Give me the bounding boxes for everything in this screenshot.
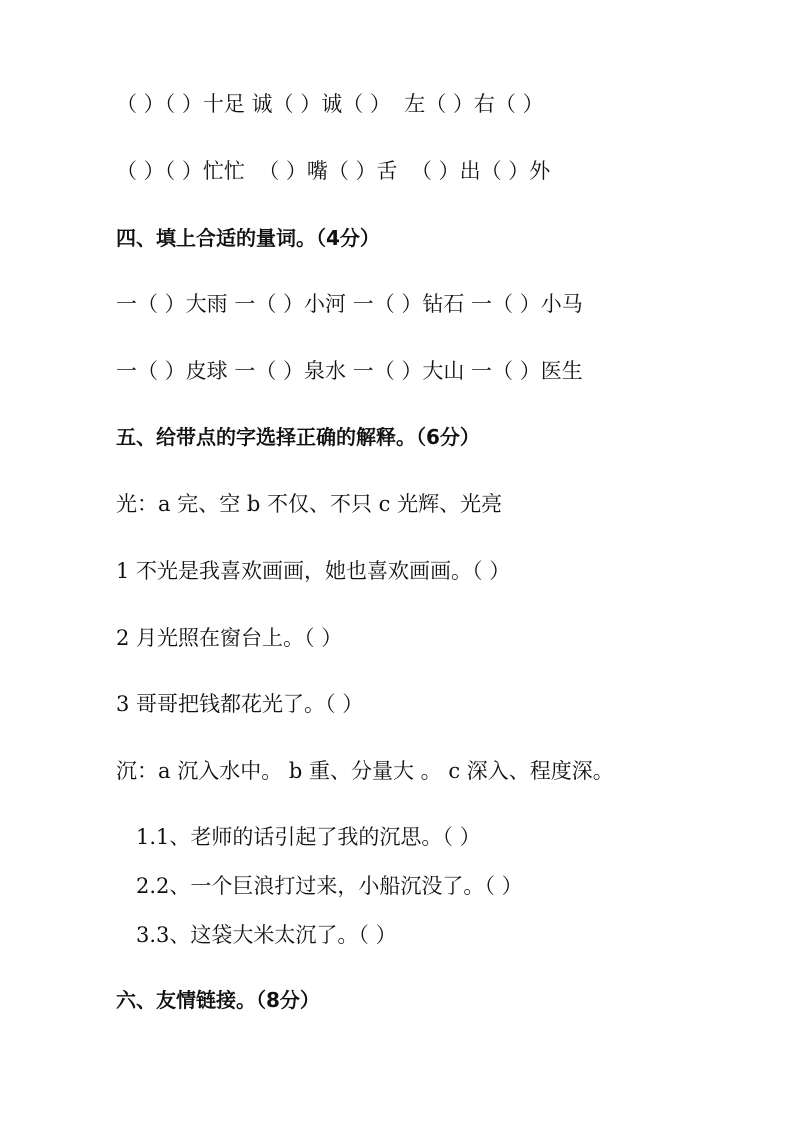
guang-definition: 光：a 完、空 b 不仅、不只 c 光辉、光亮 — [116, 492, 503, 516]
guang-question-2: 2 月光照在窗台上。（ ） — [116, 626, 343, 650]
guang-question-3: 3 哥哥把钱都花光了。（ ） — [116, 692, 364, 716]
section-4-heading: 四、填上合适的量词。（4分） — [116, 226, 380, 250]
chen-question-1: 1.1、老师的话引起了我的沉思。（ ） — [136, 825, 481, 849]
chen-question-3: 3.3、这袋大米太沉了。（ ） — [136, 923, 397, 947]
guang-question-1: 1 不光是我喜欢画画，她也喜欢画画。（ ） — [116, 559, 511, 583]
chen-definition: 沉：a 沉入水中。 b 重、分量大 。 c 深入、程度深。 — [116, 759, 614, 783]
measure-word-row-1: 一（ ）大雨 一（ ）小河 一（ ）钻石 一（ ）小马 — [116, 292, 583, 316]
idiom-row-1: （ ）（ ）十足 诚（ ）诚（ ） 左（ ）右（ ） — [116, 92, 544, 116]
section-5-heading: 五、给带点的字选择正确的解释。（6分） — [116, 425, 480, 449]
section-6-heading: 六、友情链接。（8分） — [116, 988, 320, 1012]
idiom-row-2: （ ）（ ）忙忙 （ ）嘴（ ）舌 （ ）出（ ）外 — [116, 159, 551, 183]
chen-question-2: 2.2、一个巨浪打过来，小船沉没了。（ ） — [136, 874, 523, 898]
measure-word-row-2: 一（ ）皮球 一（ ）泉水 一（ ）大山 一（ ）医生 — [116, 359, 583, 383]
